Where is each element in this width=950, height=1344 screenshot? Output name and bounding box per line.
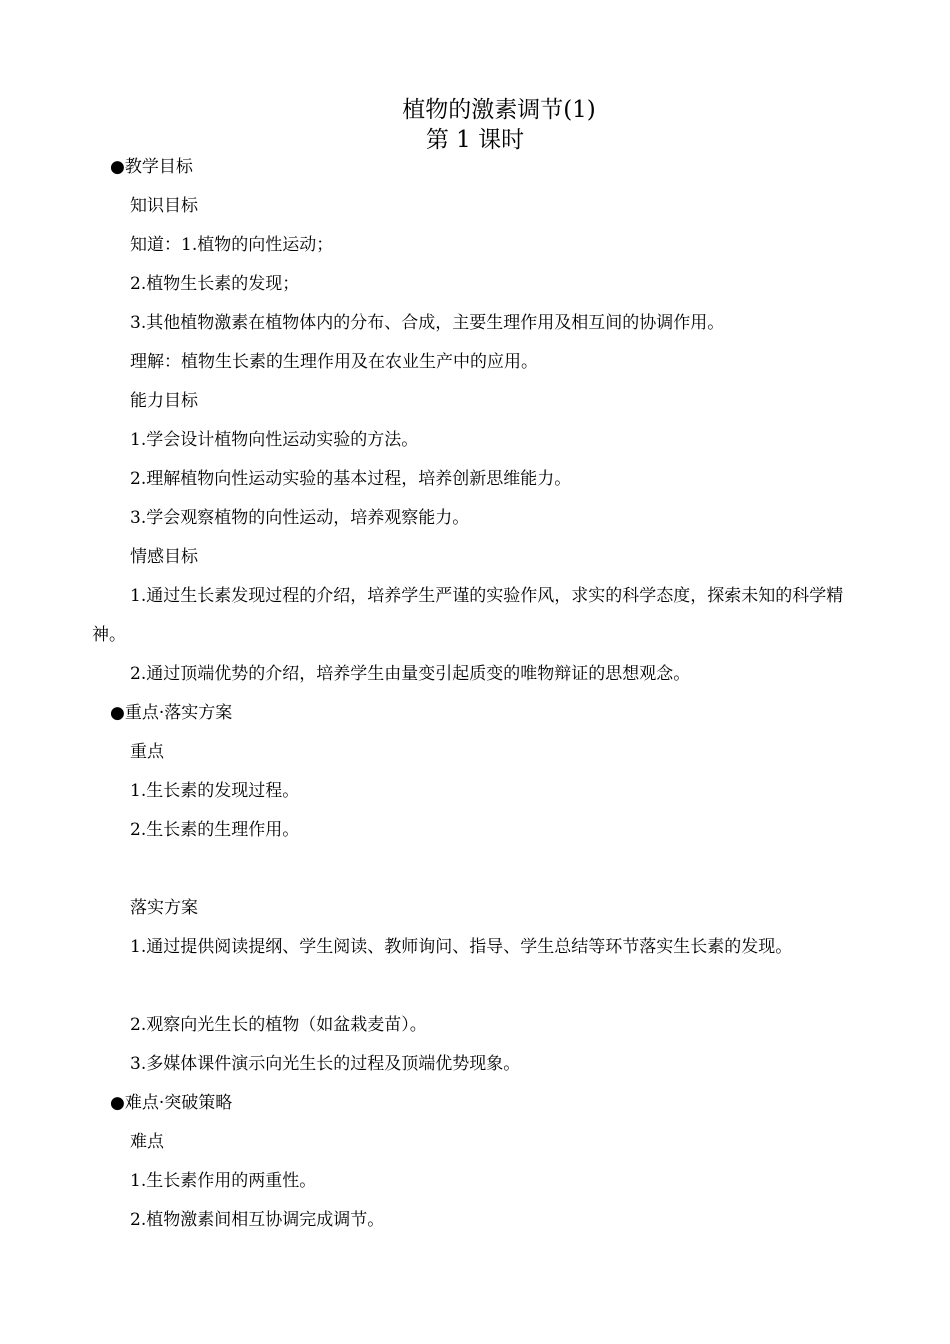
subheading-ability: 能力目标 [130,391,198,411]
page-title: 植物的激素调节(1) [402,97,596,123]
paragraph: 知道：1.植物的向性运动； [130,235,334,255]
page-subtitle: 第 1 课时 [425,127,525,153]
subheading-knowledge: 知识目标 [130,196,198,216]
paragraph: 2.理解植物向性运动实验的基本过程，培养创新思维能力。 [130,469,572,489]
subheading-key: 重点 [130,742,164,762]
section-heading-difficulty: ●难点·突破策略 [110,1093,233,1113]
subheading-difficulty: 难点 [130,1132,164,1152]
subheading-emotion: 情感目标 [130,547,198,567]
paragraph: 2.植物激素间相互协调完成调节。 [130,1210,385,1230]
paragraph: 3.多媒体课件演示向光生长的过程及顶端优势现象。 [130,1054,521,1074]
spacer [92,967,872,1006]
spacer [92,850,872,889]
document-body [92,148,872,1240]
paragraph: 3.学会观察植物的向性运动，培养观察能力。 [130,508,470,528]
subheading-plan: 落实方案 [130,898,198,918]
title-block [0,95,950,155]
paragraph: 1.生长素的发现过程。 [130,781,300,801]
paragraph: 1.通过提供阅读提纲、学生阅读、教师询问、指导、学生总结等环节落实生长素的发现。 [130,937,793,957]
paragraph: 2.植物生长素的发现； [130,274,300,294]
paragraph: 2.通过顶端优势的介绍，培养学生由量变引起质变的唯物辩证的思想观念。 [130,664,691,684]
paragraph: 2.生长素的生理作用。 [130,820,300,840]
paragraph: 1.生长素作用的两重性。 [130,1171,317,1191]
paragraph: 1.通过生长素发现过程的介绍，培养学生严谨的实验作风，求实的科学态度，探索未知的科学精神。 [92,586,844,645]
paragraph: 1.学会设计植物向性运动实验的方法。 [130,430,419,450]
paragraph: 2.观察向光生长的植物（如盆栽麦苗）。 [130,1015,427,1035]
section-heading-key: ●重点·落实方案 [110,703,233,723]
section-heading-goals: ●教学目标 [110,157,193,177]
paragraph: 理解：植物生长素的生理作用及在农业生产中的应用。 [130,352,538,372]
paragraph: 3.其他植物激素在植物体内的分布、合成，主要生理作用及相互间的协调作用。 [130,313,725,333]
